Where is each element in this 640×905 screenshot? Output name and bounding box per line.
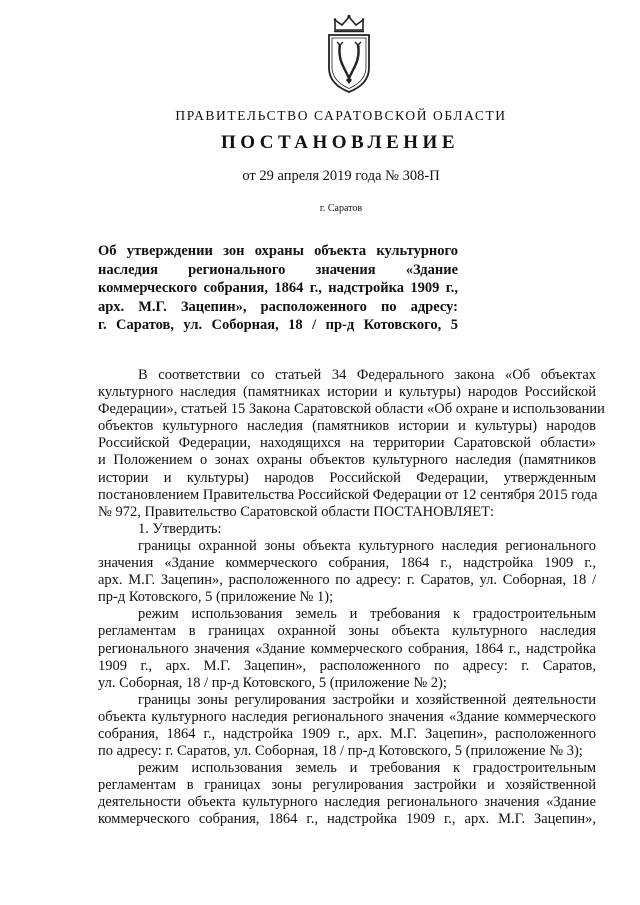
document-body: [98, 367, 605, 829]
body-line: ул. Соборная, 18 / пр-д Котовского, 5 (приложение № 2);: [98, 674, 447, 691]
body-line: деятельности объекта культурного наследия регионального значения «Здание: [98, 794, 596, 811]
body-line: арх. М.Г. Зацепин», расположенного по адресу: г. Саратов, ул. Соборная, 18 /: [98, 572, 596, 589]
government-name: ПРАВИТЕЛЬСТВО САРАТОВСКОЙ ОБЛАСТИ: [175, 108, 507, 123]
body-line: регламентам в границах охранной зоны объекта культурного наследия: [98, 623, 596, 640]
body-line: Российской Федерации, находящихся на территории Саратовской области»: [98, 435, 596, 452]
coat-of-arms-emblem: [323, 14, 375, 96]
body-line: пр-д Котовского, 5 (приложение № 1);: [98, 589, 334, 606]
body-line: В соответствии со статьей 34 Федерального закона «Об объектах: [138, 367, 596, 383]
body-line: и Положением о зонах охраны объектов культурного наследия (памятников: [98, 452, 596, 469]
body-line: № 972, Правительство Саратовской области ПОСТАНОВЛЯЕТ:: [98, 503, 494, 520]
title-line: Об утверждении зон охраны объекта культурного: [98, 243, 458, 259]
body-line: объектов культурного наследия (памятников истории и культуры) народов: [98, 418, 596, 435]
document-type: ПОСТАНОВЛЕНИЕ: [220, 132, 460, 153]
body-line: истории и культуры) народов Российской Федерации, утвержденным: [98, 469, 596, 486]
body-line: объекта культурного наследия регионального значения «Здание коммерческого: [98, 708, 596, 725]
body-line: регламентам в границах зоны регулирования застройки и хозяйственной: [98, 777, 596, 794]
body-line: Федерации», статьей 15 Закона Саратовской области «Об охране и использовании: [98, 401, 605, 418]
title-line: наследия регионального значения «Здание: [98, 261, 458, 278]
body-line: 1. Утвердить:: [138, 520, 222, 537]
body-line: по адресу: г. Саратов, ул. Соборная, 18 / пр-д Котовского, 5 (приложение № 3);: [98, 743, 583, 760]
body-line: значения «Здание коммерческого собрания, 1864 г., надстройка 1909 г.,: [98, 555, 596, 572]
body-line: собрания, 1864 г., надстройка 1909 г., арх. М.Г. Зацепин», расположенного: [98, 725, 596, 742]
body-line: коммерческого собрания, 1864 г., надстройка 1909 г., арх. М.Г. Зацепин»,: [98, 811, 596, 828]
body-line: постановлением Правительства Российской Федерации от 12 сентября 2015 года: [98, 486, 598, 503]
body-line: 1909 г., арх. М.Г. Зацепин», расположенного по адресу: г. Саратов,: [98, 657, 596, 674]
title-line: арх. М.Г. Зацепин», расположенного по адресу:: [98, 298, 458, 315]
title-line: коммерческого собрания, 1864 г., надстройка 1909 г.,: [98, 280, 458, 297]
document-date-number: от 29 апреля 2019 года № 308-П: [242, 168, 440, 184]
body-line: границы зоны регулирования застройки и хозяйственной деятельности: [138, 691, 596, 708]
body-line: культурного наследия (памятниках истории и культуры) народов Российской: [98, 384, 596, 401]
body-line: границы охранной зоны объекта культурного наследия регионального: [138, 537, 596, 554]
document-city: г. Саратов: [319, 203, 363, 214]
body-line: регионального значения «Здание коммерческого собрания, 1864 г., надстройка: [98, 640, 596, 657]
body-line: режим использования земель и требования к градостроительным: [138, 760, 596, 777]
body-line: режим использования земель и требования к градостроительным: [138, 606, 596, 623]
document-title: [98, 242, 458, 335]
title-line: г. Саратов, ул. Соборная, 18 / пр-д Котовского, 5: [98, 317, 458, 334]
